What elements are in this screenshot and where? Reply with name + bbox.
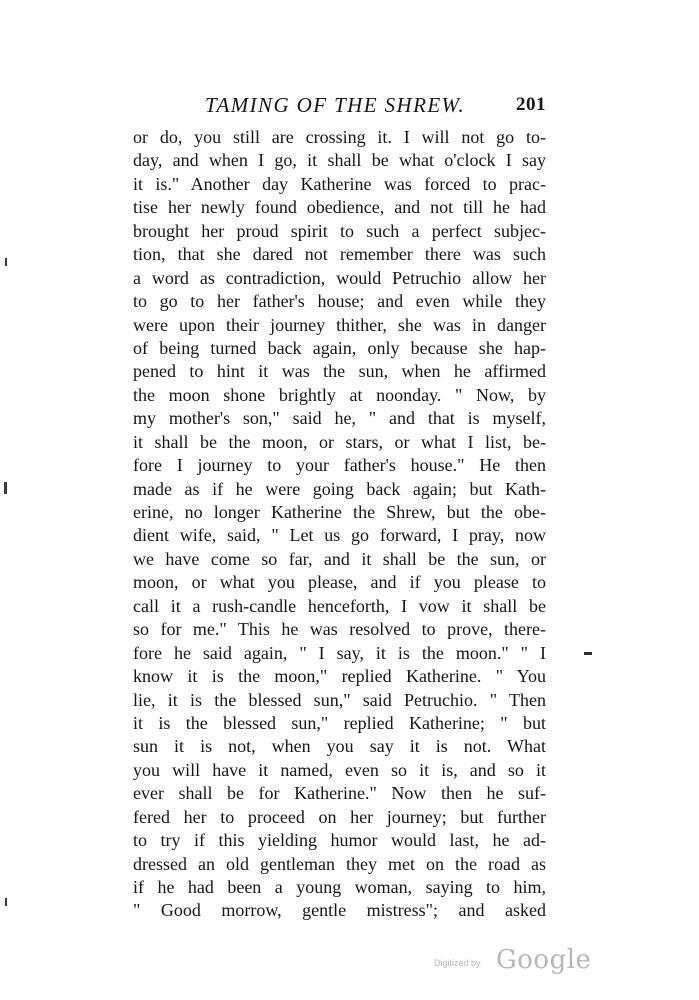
digitized-by-google-watermark (434, 945, 592, 978)
running-title: TAMING OF THE SHREW. (205, 93, 466, 117)
text-line: call it a rush-candle henceforth, I vow it shall be (133, 595, 546, 616)
text-line: my mother's son," said he, " and that is myself, (133, 408, 546, 429)
text-line: erine, no longer Katherine the Shrew, but the obe- (133, 502, 546, 522)
text-line: ever shall be for Katherine." Now then he suf- (133, 783, 546, 804)
text-line: moon, or what you please, and if you please to (133, 572, 546, 593)
text-line: lie, it is the blessed sun," said Petruchio. " Then (133, 689, 546, 710)
google-logo: Google (496, 945, 592, 975)
text-line: it is." Another day Katherine was forced to prac- (133, 173, 546, 194)
text-line: to try if this yielding humor would last, he ad- (133, 830, 546, 851)
text-line: dient wife, said, " Let us go forward, I pray, now (133, 525, 546, 546)
text-line: you will have it named, even so it is, and so it (133, 759, 546, 780)
page-number: 201 (516, 94, 546, 115)
text-line: we have come so far, and it shall be the sun, or (133, 548, 546, 569)
text-line: day, and when I go, it shall be what o'clock I say (133, 150, 546, 171)
text-line: or do, you still are crossing it. I will not go to- (133, 127, 546, 147)
text-line: the moon shone brightly at noonday. " Now, by (133, 384, 546, 405)
text-line: it shall be the moon, or stars, or what I list, be- (133, 431, 546, 452)
running-head (133, 93, 546, 123)
text-line: " Good morrow, gentle mistress"; and asked (133, 900, 546, 921)
text-line: know it is the moon," replied Katherine. " You (133, 666, 546, 687)
text-line: made as if he were going back again; but Kath- (133, 478, 546, 499)
text-line: were upon their journey thither, she was in danger (133, 314, 546, 335)
margin-speck (5, 258, 7, 266)
text-line: of being turned back again, only because she hap- (133, 337, 546, 358)
margin-speck (4, 482, 7, 494)
text-line: fore I journey to your father's house." He then (133, 455, 546, 476)
text-line: to go to her father's house; and even while they (133, 291, 546, 312)
text-line: it is the blessed sun," replied Katherine; " but (133, 712, 546, 733)
text-line: dressed an old gentleman they met on the road as (133, 853, 546, 874)
text-line: tise her newly found obedience, and not till he had (133, 197, 546, 218)
digitized-by-label: Digitized by (434, 958, 481, 968)
text-line: if he had been a young woman, saying to him, (133, 877, 546, 897)
text-line: brought her proud spirit to such a perfect subjec- (133, 220, 546, 241)
text-line: so for me." This he was resolved to prove, there- (133, 619, 546, 640)
text-line: fered her to proceed on her journey; but further (133, 806, 546, 827)
text-line: sun it is not, when you say it is not. What (133, 736, 546, 757)
body-text (133, 126, 546, 923)
text-line: fore he said again, " I say, it is the moon." " I (133, 642, 546, 663)
text-line: a word as contradiction, would Petruchio allow her (133, 267, 546, 288)
text-line: tion, that she dared not remember there was such (133, 244, 546, 265)
text-line: pened to hint it was the sun, when he affirmed (133, 361, 546, 382)
margin-dash-speck (584, 652, 592, 655)
margin-speck (5, 898, 7, 906)
